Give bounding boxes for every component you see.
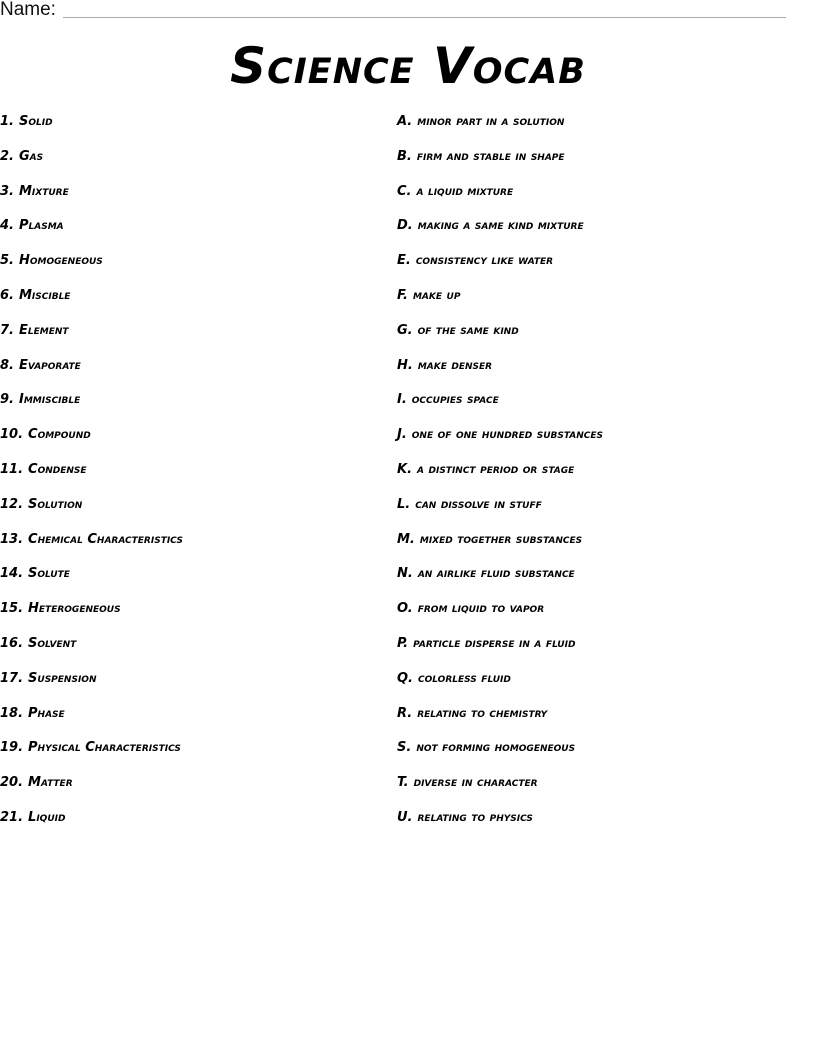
definition-item: [397, 250, 807, 285]
term-number: 16.: [0, 635, 24, 651]
term-text: Immiscible: [18, 392, 81, 408]
term-number: 13.: [0, 531, 24, 547]
definition-letter: L.: [397, 496, 411, 512]
term-item: [0, 703, 390, 738]
term-text: Physical Characteristics: [28, 740, 181, 756]
definition-text: consistency like water: [415, 253, 554, 269]
term-item: [0, 529, 390, 564]
definition-text: colorless fluid: [418, 670, 511, 686]
term-text: Phase: [28, 705, 65, 721]
definition-letter: U.: [397, 809, 413, 825]
definition-item: [397, 389, 807, 424]
term-text: Matter: [28, 775, 73, 791]
term-number: 15.: [0, 601, 24, 617]
term-number: 10.: [0, 427, 24, 443]
name-label: Name:: [0, 0, 56, 20]
definition-item: [397, 285, 807, 320]
term-item: [0, 737, 390, 772]
page-title: Science Vocab: [230, 37, 586, 95]
term-item: [0, 494, 390, 529]
definition-letter: M.: [397, 531, 415, 547]
term-number: 2.: [0, 148, 14, 164]
definition-item: [397, 494, 807, 529]
term-item: [0, 250, 390, 285]
definition-item: [397, 807, 807, 842]
term-item: [0, 181, 390, 216]
definition-item: [397, 355, 807, 390]
definition-text: minor part in a solution: [417, 114, 565, 129]
term-text: Miscible: [18, 287, 71, 303]
term-number: 1.: [0, 114, 14, 129]
term-item: [0, 668, 390, 703]
definition-item: [397, 459, 807, 494]
term-item: [0, 111, 390, 146]
term-item: [0, 772, 390, 807]
term-text: Evaporate: [18, 357, 81, 373]
term-text: Condense: [28, 461, 87, 477]
term-number: 8.: [0, 357, 14, 373]
term-item: [0, 563, 390, 598]
definition-letter: D.: [397, 218, 413, 234]
definition-text: particle disperse in a fluid: [413, 635, 576, 651]
definition-text: diverse in character: [413, 775, 538, 791]
term-number: 18.: [0, 705, 24, 721]
definitions-list: [397, 111, 807, 842]
definition-letter: N.: [397, 566, 413, 582]
definition-text: firm and stable in shape: [416, 148, 565, 164]
definition-text: make denser: [417, 357, 493, 373]
definition-letter: S.: [397, 740, 412, 756]
term-number: 9.: [0, 392, 14, 408]
term-text: Homogeneous: [18, 253, 103, 269]
definition-item: [397, 772, 807, 807]
term-text: Chemical Characteristics: [28, 531, 183, 547]
definition-text: make up: [412, 287, 461, 303]
term-number: 17.: [0, 670, 24, 686]
definition-text: of the same kind: [417, 322, 519, 338]
definition-text: from liquid to vapor: [417, 601, 545, 617]
definition-item: [397, 529, 807, 564]
term-item: [0, 807, 390, 842]
term-number: 20.: [0, 775, 24, 791]
definition-letter: G.: [397, 322, 413, 338]
term-item: [0, 424, 390, 459]
definition-item: [397, 111, 807, 146]
definition-letter: P.: [397, 635, 409, 651]
term-item: [0, 389, 390, 424]
term-text: Gas: [18, 148, 44, 164]
definition-letter: I.: [397, 392, 407, 408]
term-text: Liquid: [28, 809, 66, 825]
name-row: [0, 0, 816, 22]
term-number: 4.: [0, 218, 14, 234]
definition-item: [397, 563, 807, 598]
definition-item: [397, 215, 807, 250]
definition-item: [397, 598, 807, 633]
definition-letter: O.: [397, 601, 413, 617]
term-number: 19.: [0, 740, 24, 756]
term-text: Suspension: [28, 670, 97, 686]
definition-text: relating to chemistry: [417, 705, 548, 721]
term-item: [0, 215, 390, 250]
definition-text: occupies space: [411, 392, 499, 408]
term-text: Element: [18, 322, 69, 338]
definition-text: one of one hundred substances: [411, 427, 604, 443]
definition-text: not forming homogeneous: [416, 740, 576, 756]
term-number: 6.: [0, 287, 14, 303]
definition-letter: C.: [397, 183, 412, 199]
definition-letter: A.: [397, 114, 413, 129]
definition-item: [397, 703, 807, 738]
term-text: Solid: [18, 114, 53, 129]
definition-item: [397, 424, 807, 459]
term-text: Mixture: [18, 183, 69, 199]
term-number: 12.: [0, 496, 24, 512]
definition-letter: F.: [397, 287, 408, 303]
definition-letter: T.: [397, 775, 409, 791]
term-item: [0, 285, 390, 320]
definition-text: an airlike fluid substance: [417, 566, 575, 582]
term-number: 14.: [0, 566, 24, 582]
term-item: [0, 633, 390, 668]
terms-list: [0, 111, 390, 842]
term-item: [0, 459, 390, 494]
term-number: 3.: [0, 183, 14, 199]
definition-item: [397, 181, 807, 216]
definition-item: [397, 633, 807, 668]
term-item: [0, 355, 390, 390]
definition-item: [397, 737, 807, 772]
term-text: Plasma: [18, 218, 64, 234]
term-text: Solution: [28, 496, 83, 512]
definition-letter: R.: [397, 705, 413, 721]
term-text: Heterogeneous: [28, 601, 121, 617]
definition-text: mixed together substances: [419, 531, 583, 547]
definition-text: making a same kind mixture: [417, 218, 584, 234]
definition-text: a distinct period or stage: [417, 461, 575, 477]
term-number: 11.: [0, 461, 24, 477]
definition-letter: J.: [397, 427, 407, 443]
term-item: [0, 598, 390, 633]
term-item: [0, 146, 390, 181]
term-text: Compound: [28, 427, 91, 443]
definition-text: a liquid mixture: [416, 183, 514, 199]
term-number: 7.: [0, 322, 14, 338]
term-item: [0, 320, 390, 355]
definition-item: [397, 146, 807, 181]
definition-letter: H.: [397, 357, 413, 373]
definition-letter: Q.: [397, 670, 413, 686]
definition-text: can dissolve in stuff: [415, 496, 542, 512]
definition-letter: E.: [397, 253, 411, 269]
definition-letter: B.: [397, 148, 412, 164]
term-text: Solute: [28, 566, 70, 582]
definition-item: [397, 320, 807, 355]
name-input-line[interactable]: [63, 17, 786, 18]
definition-letter: K.: [397, 461, 413, 477]
term-number: 5.: [0, 253, 14, 269]
definition-item: [397, 668, 807, 703]
definition-text: relating to physics: [417, 809, 533, 825]
term-text: Solvent: [28, 635, 77, 651]
term-number: 21.: [0, 809, 24, 825]
